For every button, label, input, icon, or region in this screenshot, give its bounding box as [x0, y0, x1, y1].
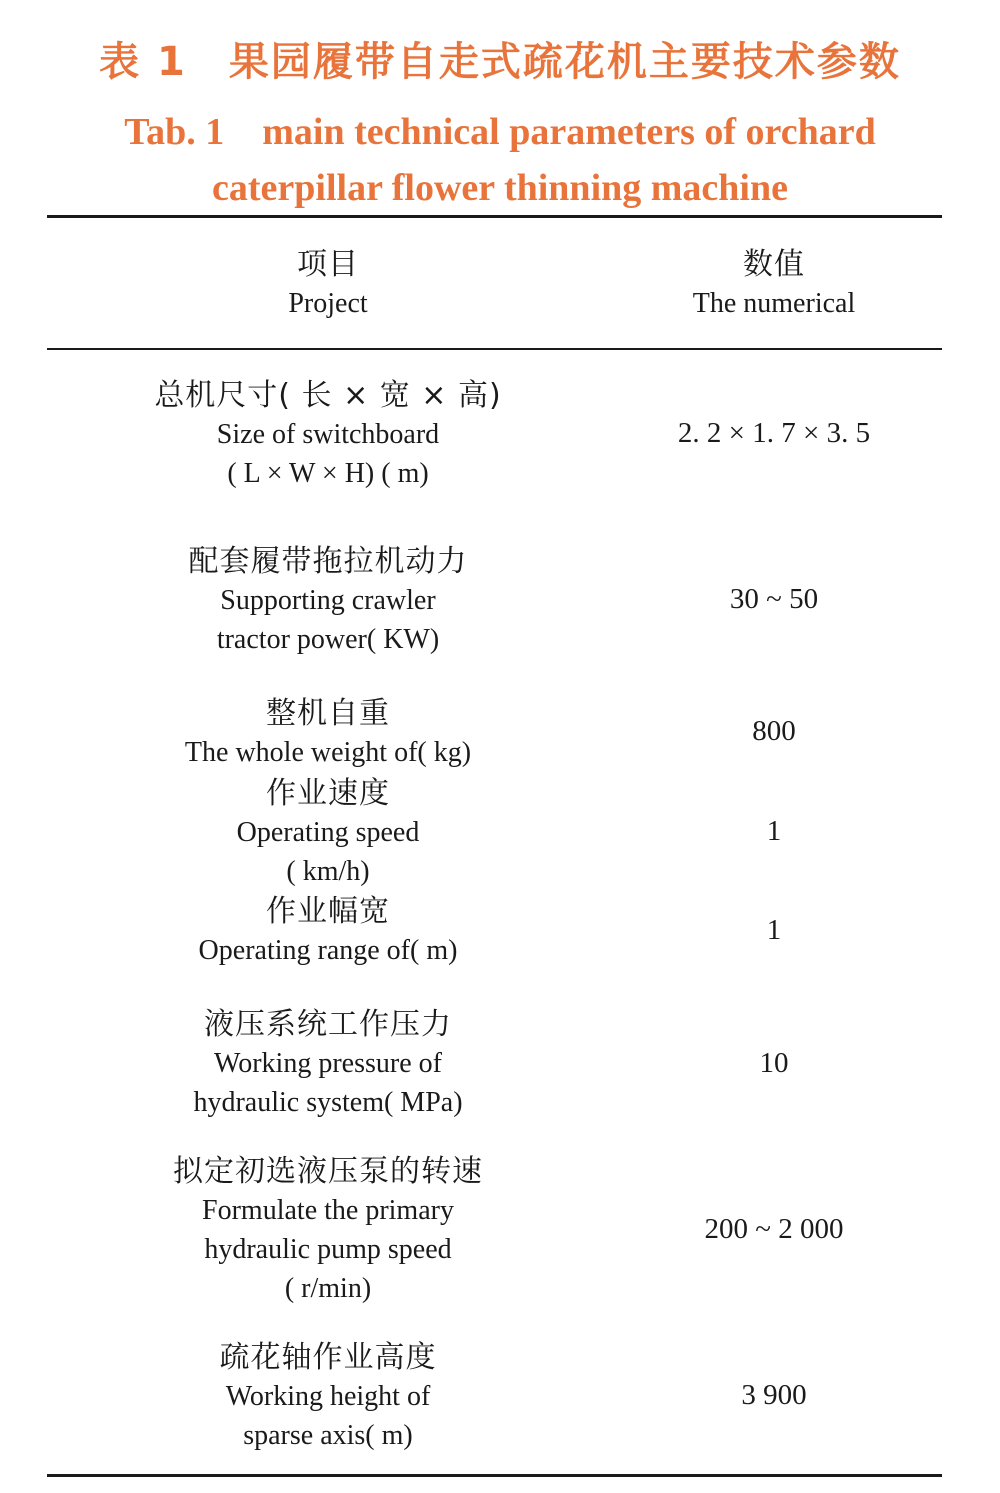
table-row-value: 1	[766, 815, 782, 847]
row-item-en: hydraulic pump speed	[204, 1234, 452, 1265]
table-row-item	[100, 694, 556, 772]
table-row-value: 2. 2 × 1. 7 × 3. 5	[677, 417, 871, 449]
table-row-value: 1	[766, 914, 782, 946]
row-item-zh: 配套履带拖拉机动力	[188, 544, 468, 579]
header-value-zh: 数值	[743, 247, 805, 282]
row-item-en: Supporting crawler	[220, 585, 436, 616]
row-item-en: Formulate the primary	[202, 1195, 454, 1226]
row-item-zh: 整机自重	[266, 696, 390, 731]
row-item-en: sparse axis( m)	[243, 1420, 413, 1451]
table-row-item	[100, 376, 556, 493]
table-row-value: 3 900	[741, 1379, 807, 1411]
table-row-value: 10	[759, 1047, 789, 1079]
table-header-rule	[47, 348, 942, 350]
table-row-item	[100, 1005, 556, 1122]
table-row-value: 800	[752, 715, 796, 747]
table-caption-zh: 表 1 果园履带自走式疏花机主要技术参数	[99, 39, 901, 85]
header-item-en: Project	[288, 288, 368, 319]
row-item-zh: 拟定初选液压泵的转速	[173, 1154, 483, 1189]
row-item-en: tractor power( KW)	[216, 624, 440, 655]
row-item-en: hydraulic system( MPa)	[193, 1087, 463, 1118]
row-item-en: Working pressure of	[214, 1048, 442, 1079]
header-item-zh: 项目	[297, 247, 359, 282]
table-row-item	[100, 542, 556, 659]
header-value-en: The numerical	[692, 288, 856, 319]
table-caption-en-line2: caterpillar flower thinning machine	[212, 167, 788, 209]
row-item-en: Working height of	[225, 1381, 431, 1412]
row-item-zh: 总机尺寸( 长 × 宽 × 高)	[154, 378, 502, 413]
table-row-item	[100, 892, 556, 970]
row-item-en: ( r/min)	[284, 1273, 372, 1304]
table-row-item	[100, 774, 556, 891]
row-item-zh: 疏花轴作业高度	[219, 1340, 437, 1375]
row-item-en: ( L × W × H) ( m)	[227, 458, 429, 489]
table-top-rule	[47, 215, 942, 218]
row-item-en: The whole weight of( kg)	[184, 737, 472, 768]
table-row-item	[100, 1338, 556, 1455]
table-row-value: 200 ~ 2 000	[704, 1213, 844, 1245]
row-item-en: ( km/h)	[286, 856, 370, 887]
header-item	[100, 245, 556, 323]
table-bottom-rule	[47, 1474, 942, 1477]
row-item-en: Operating speed	[236, 817, 420, 848]
row-item-zh: 作业速度	[266, 776, 390, 811]
table-row-item	[100, 1152, 556, 1308]
row-item-en: Size of switchboard	[216, 419, 440, 450]
row-item-zh: 液压系统工作压力	[204, 1007, 452, 1042]
table-caption-en-line1: Tab. 1 main technical parameters of orchard	[124, 111, 876, 153]
header-value	[600, 245, 948, 323]
row-item-en: Operating range of( m)	[198, 935, 458, 966]
row-item-zh: 作业幅宽	[266, 894, 390, 929]
table-row-value: 30 ~ 50	[729, 583, 819, 615]
